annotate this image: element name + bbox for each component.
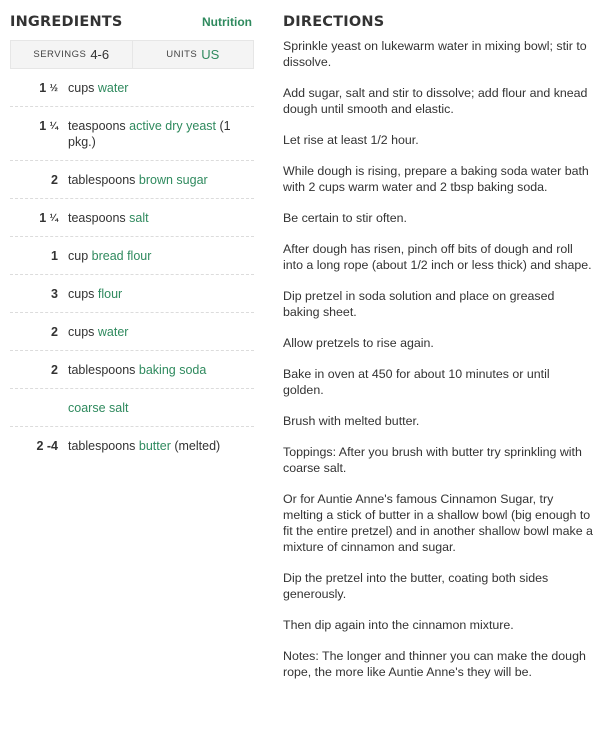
ingredients-title: INGREDIENTS xyxy=(10,14,123,30)
ingredient-link[interactable]: water xyxy=(97,81,129,95)
ingredient-qty: 1 ¼ xyxy=(39,211,58,225)
ingredient-qty: 2 xyxy=(51,173,58,187)
direction-step: Dip pretzel in soda solution and place on greased baking sheet. xyxy=(283,289,555,319)
direction-step: Toppings: After you brush with butter try sprinkling with coarse salt. xyxy=(283,445,582,475)
ingredient-desc: teaspoons active dry yeast (1 pkg.) xyxy=(68,119,231,149)
ingredient-desc: cup bread flour xyxy=(68,249,152,263)
ingredient-row xyxy=(10,351,254,389)
direction-step: Brush with melted butter. xyxy=(283,414,420,428)
servings-units-bar xyxy=(10,40,254,69)
ingredient-desc: cups flour xyxy=(68,287,123,301)
directions-title: DIRECTIONS xyxy=(283,14,385,30)
ingredient-link[interactable]: water xyxy=(97,325,129,339)
direction-step: Sprinkle yeast on lukewarm water in mixing bowl; stir to dissolve. xyxy=(283,39,587,69)
ingredient-link[interactable]: coarse salt xyxy=(68,401,129,415)
ingredient-row xyxy=(10,237,254,275)
ingredient-row xyxy=(10,161,254,199)
ingredient-link[interactable]: salt xyxy=(129,211,149,225)
ingredient-list xyxy=(10,69,254,465)
direction-step: While dough is rising, prepare a baking soda water bath with 2 cups warm water and 2 tbsp baking soda. xyxy=(283,164,589,194)
ingredient-link[interactable]: flour xyxy=(97,287,123,301)
ingredient-row xyxy=(10,427,254,465)
ingredient-qty: 1 ½ xyxy=(39,81,58,95)
ingredient-qty: 2 xyxy=(51,363,58,377)
ingredient-desc: tablespoons brown sugar xyxy=(68,173,208,187)
ingredient-qty: 3 xyxy=(51,287,58,301)
nutrition-link[interactable]: Nutrition xyxy=(202,15,252,29)
direction-step: Add sugar, salt and stir to dissolve; add flour and knead dough until smooth and elastic. xyxy=(283,86,588,116)
ingredient-qty: 2 xyxy=(51,325,58,339)
units-selector[interactable] xyxy=(132,41,254,68)
ingredient-row xyxy=(10,199,254,237)
ingredient-link[interactable]: bread flour xyxy=(91,249,152,263)
ingredient-row xyxy=(10,69,254,107)
direction-step: Let rise at least 1/2 hour. xyxy=(283,133,419,147)
ingredient-link[interactable]: brown sugar xyxy=(138,173,208,187)
ingredient-row xyxy=(10,389,254,427)
direction-step: After dough has risen, pinch off bits of dough and roll into a long rope (about 1/2 inch or less thick) and shape. xyxy=(283,242,592,272)
servings-value: 4-6 xyxy=(90,47,110,62)
ingredient-desc: tablespoons butter (melted) xyxy=(68,439,221,453)
ingredient-desc: cups water xyxy=(68,325,129,339)
ingredient-desc: cups water xyxy=(68,81,129,95)
directions-panel xyxy=(283,0,593,695)
units-label: UNITS xyxy=(166,49,198,60)
ingredients-panel xyxy=(10,0,254,465)
ingredient-link[interactable]: butter xyxy=(138,439,171,453)
direction-step: Allow pretzels to rise again. xyxy=(283,336,434,350)
ingredient-row xyxy=(10,275,254,313)
servings-label: SERVINGS xyxy=(33,49,87,60)
ingredient-qty: 1 xyxy=(51,249,58,263)
units-value: US xyxy=(201,47,220,62)
ingredient-link[interactable]: active dry yeast xyxy=(129,119,217,133)
direction-step: Notes: The longer and thinner you can make the dough rope, the more like Auntie Anne's they will be. xyxy=(283,649,586,679)
ingredients-header xyxy=(10,0,254,38)
direction-step: Be certain to stir often. xyxy=(283,211,407,225)
directions-list xyxy=(283,38,593,680)
ingredient-qty: 1 ¼ xyxy=(39,119,58,133)
ingredient-row xyxy=(10,313,254,351)
direction-step: Then dip again into the cinnamon mixture. xyxy=(283,618,514,632)
ingredient-link[interactable]: baking soda xyxy=(138,363,207,377)
ingredient-desc: teaspoons salt xyxy=(68,211,149,225)
ingredient-row xyxy=(10,107,254,161)
ingredient-desc: tablespoons baking soda xyxy=(68,363,207,377)
direction-step: Or for Auntie Anne's famous Cinnamon Sugar, try melting a stick of butter in a shallow bowl (big enough to fit the entire pretzel) and in another shallow bowl make a mixture of cinnamon and sugar. xyxy=(283,492,593,554)
ingredient-qty: 2 -4 xyxy=(36,439,58,453)
direction-step: Bake in oven at 450 for about 10 minutes or until golden. xyxy=(283,367,550,397)
ingredient-desc xyxy=(68,400,254,416)
direction-step: Dip the pretzel into the butter, coating both sides generously. xyxy=(283,571,549,601)
servings-selector[interactable] xyxy=(11,41,132,68)
